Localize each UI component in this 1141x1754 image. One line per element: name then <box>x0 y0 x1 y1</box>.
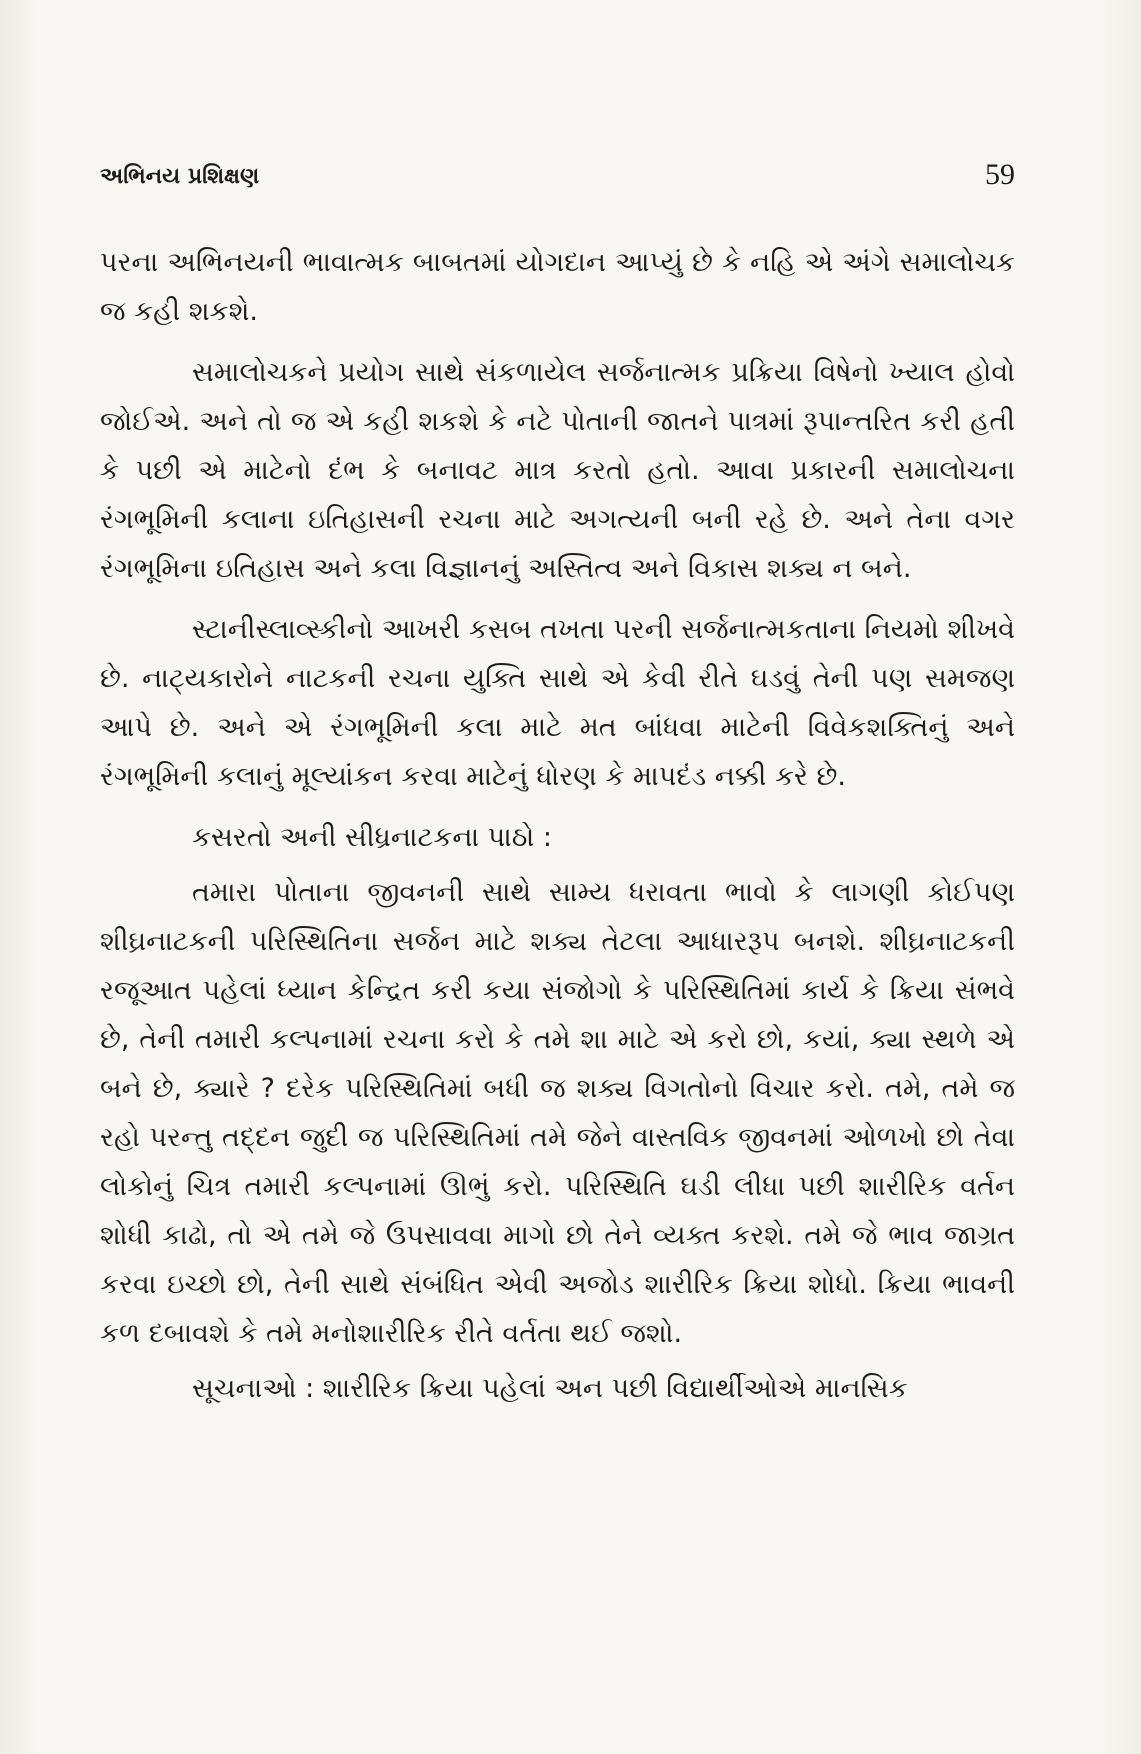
exercises-heading: કસરતો અની સીધ્રનાટકના પાઠો : <box>192 822 552 853</box>
page-number: 59 <box>985 158 1015 191</box>
paragraph-critic: સમાલોચકને પ્રયોગ સાથે સંકળાયેલ સર્જનાત્મક પ્રક્રિયા વિષેનો ખ્યાલ હોવો જોઈએ. અને તો જ એ કહી શકશે કે નટે પોતાની જાતને પાત્રમાં રૂપાન્તરિત કરી હતી કે પછી એ માટેનો દંભ કે બનાવટ માત્ર કરતો હતો. આવા પ્રકારની સમાલોચના રંગભૂમિની કલાના ઇતિહાસની રચના માટે અગત્યની બની રહે છે. અને તેના વગર રંગભૂમિના ઇતિહાસ અને કલા વિજ્ઞાનનું અસ્તિત્વ અને વિકાસ શક્ય ન બને. <box>100 357 1015 584</box>
paragraph-improvisation: તમારા પોતાના જીવનની સાથે સામ્ય ધરાવતા ભાવો કે લાગણી કોઈપણ શીઘ્રનાટકની પરિસ્થિતિના સર્જન માટે શક્ય તેટલા આધારરૂપ બનશે. શીઘ્રનાટકની રજૂઆત પહેલાં ધ્યાન કેન્દ્રિત કરી કયા સંજોગો કે પરિસ્થિતિમાં કાર્ય કે ક્રિયા સંભવે છે, તેની તમારી કલ્પનામાં રચના કરો કે તમે શા માટે એ કરો છો, કયાં, ક્યા સ્થળે એ બને છે, ક્યારે ? દરેક પરિસ્થિતિમાં બધી જ શક્ય વિગતોનો વિચાર કરો. તમે, તમે જ રહો પરન્તુ તદ્દન જુદી જ પરિસ્થિતિમાં તમે જેને વાસ્તવિક જીવનમાં ઓળખો છો તેવા લોકોનું ચિત્ર તમારી કલ્પનામાં ઊભું કરો. પરિસ્થિતિ ઘડી લીધા પછી શારીરિક વર્તન શોધી કાઢો, તો એ તમે જે ઉપસાવવા માગો છો તેને વ્યક્ત કરશે. તમે જે ભાવ જાગ્રત કરવા ઇચ્છો છો, તેની સાથે સંબંધિત એવી અજોડ શારીરિક ક્રિયા શોધો. ક્રિયા ભાવની કળ દબાવશે કે તમે મનોશારીરિક રીતે વર્તતા થઈ જશો. <box>100 877 1015 1349</box>
paragraph-instructions: સૂચનાઓ : શારીરિક ક્રિયા પહેલાં અન પછી વિદ્યાર્થીઓએ માનસિક <box>192 1373 908 1404</box>
running-head <box>100 158 1015 198</box>
section-title: અભિનય પ્રશિક્ષણ <box>100 164 260 189</box>
body-text <box>100 238 1015 1425</box>
paragraph-continuation: પરના અભિનયની ભાવાત્મક બાબતમાં યોગદાન આપ્યું છે કે નહિ એ અંગે સમાલોચક જ કહી શકશે. <box>100 247 1015 327</box>
paragraph-stanislavski: સ્ટાનીસ્લાવ્સ્કીનો આખરી કસબ તખતા પરની સર્જનાત્મકતાના નિયમો શીખવે છે. નાટ્યકારોને નાટકની રચના યુક્તિ સાથે એ કેવી રીતે ઘડવું તેની પણ સમજણ આપે છે. અને એ રંગભૂમિની કલા માટે મત બાંધવા માટેની વિવેકશક્તિનું અને રંગભૂમિની કલાનું મૂલ્યાંકન કરવા માટેનું ધોરણ કે માપદંડ નક્કી કરે છે. <box>100 614 1015 792</box>
